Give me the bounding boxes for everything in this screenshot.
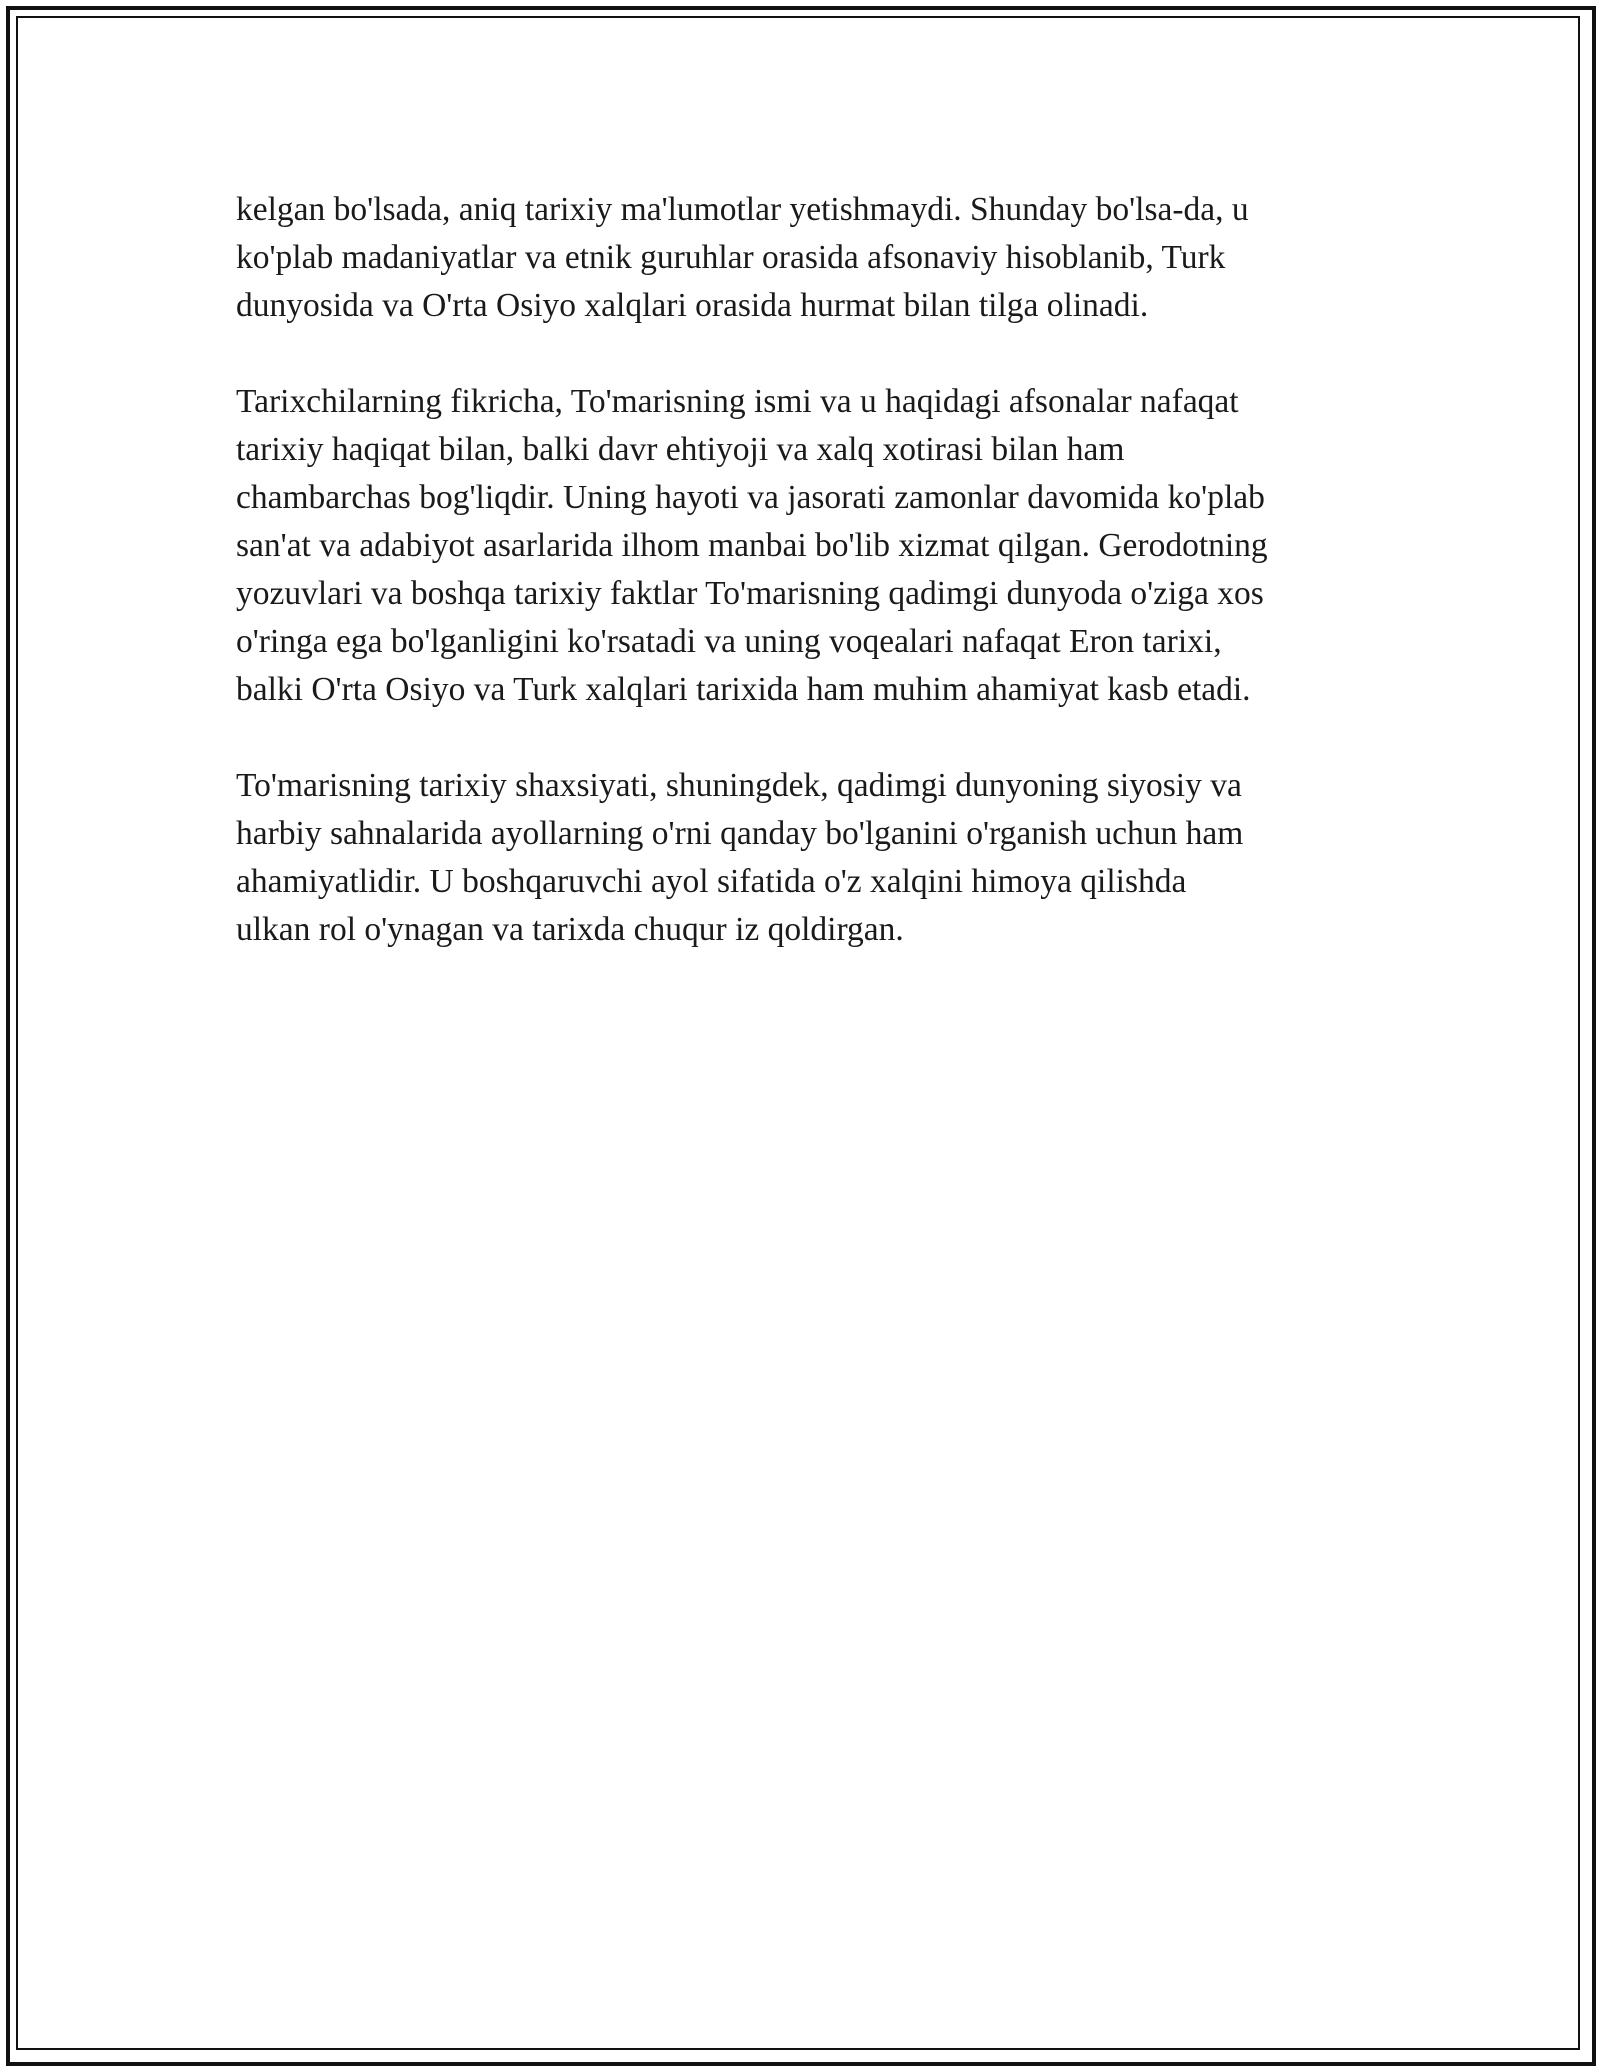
document-body xyxy=(236,186,1376,1002)
paragraph-3: To'marisning tarixiy shaxsiyati, shuningdek, qadimgi dunyoning siyosiy va harbiy sahnalarida ayollarning o'rni qanday bo'lganini o'rganish uchun ham ahamiyatlidir. U boshqaruvchi ayol sifatida o'z xalqini himoya qilishda ulkan rol o'ynagan va tarixda chuqur iz qoldirgan. xyxy=(236,767,1244,948)
paragraph-2: Tarixchilarning fikricha, To'marisning ismi va u haqidagi afsonalar nafaqat tarixiy haqiqat bilan, balki davr ehtiyoji va xalq xotirasi bilan ham chambarchas bog'liqdir. Uning hayoti va jasorati zamonlar davomida ko'plab san'at va adabiyot asarlarida ilhom manbai bo'lib xizmat qilgan. Gerodotning yozuvlari va boshqa tarixiy faktlar To'marisning qadimgi dunyoda o'ziga xos o'ringa ega bo'lganligini ko'rsatadi va uning voqealari nafaqat Eron tarixi, balki O'rta Osiyo va Turk xalqlari tarixida ham muhim ahamiyat kasb etadi. xyxy=(236,383,1268,708)
paragraph-1: kelgan bo'lsada, aniq tarixiy ma'lumotlar yetishmaydi. Shunday bo'lsa-da, u ko'plab madaniyatlar va etnik guruhlar orasida afsonaviy hisoblanib, Turk dunyosida va O'rta Osiyo xalqlari orasida hurmat bilan tilga olinadi. xyxy=(236,191,1249,324)
